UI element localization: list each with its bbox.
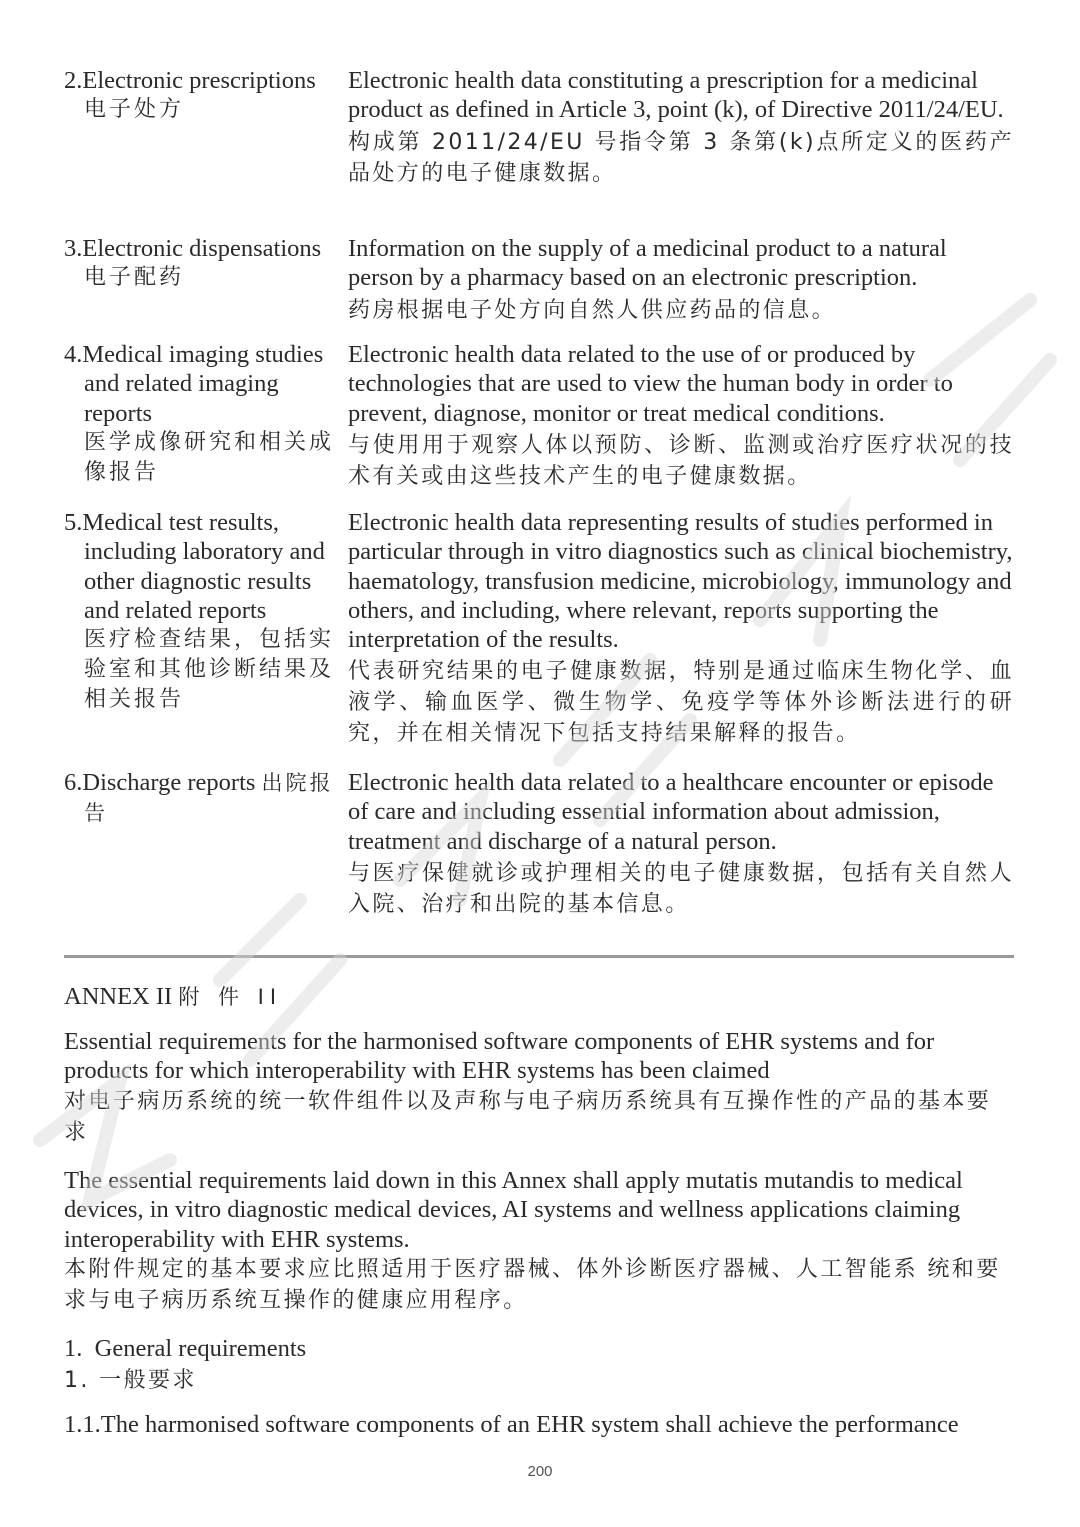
term-cell bbox=[64, 768, 340, 829]
annex-title-english: Essential requirements for the harmonised software components of EHR systems and for products for which interoperability with EHR systems has been claimed bbox=[64, 1028, 935, 1085]
annex-title-chinese: 对电子病历系统的统一软件组件以及声称与电子病历系统具有互操作性的产品的基本要求 bbox=[64, 1088, 992, 1145]
definition-english: Electronic health data related to a healthcare encounter or episode of care and including essential information about admission, treatment and discharge of a natural person. bbox=[348, 769, 994, 855]
definition-cell bbox=[348, 508, 1014, 749]
definition-chinese: 与使用用于观察人体以预防、诊断、监测或治疗医疗状况的技术有关或由这些技术产生的电子健康数据。 bbox=[348, 432, 1014, 489]
page-number: 200 bbox=[527, 1463, 553, 1480]
annex-title bbox=[64, 1027, 1014, 1148]
term-cell bbox=[64, 234, 340, 293]
term-cell bbox=[64, 66, 340, 125]
definition-english: Information on the supply of a medicinal product to a natural person by a pharmacy based on an electronic prescription. bbox=[348, 235, 947, 292]
definition-cell bbox=[348, 66, 1014, 189]
term-chinese: 医疗检查结果，包括实验室和其他诊断结果及相关报告 bbox=[84, 627, 335, 713]
term-chinese: 电子处方 bbox=[84, 97, 185, 123]
clause-1-1-text: 1.1.The harmonised software components of an EHR system shall achieve the performance bbox=[64, 1411, 959, 1438]
term-english: 5.Medical test results, including laboratory and other diagnostic results and related reports bbox=[64, 509, 325, 624]
term-cell bbox=[64, 340, 340, 488]
section-divider bbox=[64, 955, 1014, 958]
definition-cell bbox=[348, 340, 1014, 492]
annex-intro bbox=[64, 1166, 1014, 1316]
definition-chinese: 代表研究结果的电子健康数据，特别是通过临床生物化学、血液学、输血医学、微生物学、免疫学等体外诊断法进行的研究，并在相关情况下包括支持结果解释的报告。 bbox=[348, 659, 1014, 747]
definition-english: Electronic health data constituting a prescription for a medicinal product as defined in Article 3, point (k), of Directive 2011/24/EU. bbox=[348, 67, 1004, 124]
section-heading-chinese: 1. 一般要求 bbox=[64, 1368, 197, 1394]
term-english: 3.Electronic dispensations bbox=[64, 235, 322, 262]
section-heading-english: 1. General requirements bbox=[64, 1335, 307, 1362]
annex-intro-chinese: 本附件规定的基本要求应比照适用于医疗器械、体外诊断医疗器械、人工智能系 统和要求与电子病历系统互操作的健康应用程序。 bbox=[64, 1256, 1001, 1313]
annex-heading-english: ANNEX II bbox=[64, 983, 173, 1010]
definition-english: Electronic health data related to the use of or produced by technologies that are used to view the human body in order to prevent, diagnose, monitor or treat medical conditions. bbox=[348, 341, 953, 427]
definition-english: Electronic health data representing results of studies performed in particular through in vitro diagnostics such as clinical biochemistry, haematology, transfusion medicine, microbiology, immunology and others, and including, where relevant, reports supporting the interpretation of the results. bbox=[348, 509, 1013, 654]
annex-intro-english: The essential requirements laid down in this Annex shall apply mutatis mutandis to medical devices, in vitro diagnostic medical devices, AI systems and wellness applications claiming interoperability with EHR systems. bbox=[64, 1167, 963, 1253]
definition-cell bbox=[348, 768, 1014, 920]
term-chinese: 电子配药 bbox=[84, 265, 185, 291]
definition-chinese: 与医疗保健就诊或护理相关的电子健康数据，包括有关自然人入院、治疗和出院的基本信息。 bbox=[348, 860, 1014, 917]
term-cell bbox=[64, 508, 340, 715]
term-english: 6.Discharge reports 出院报告 bbox=[64, 769, 334, 826]
annex-heading bbox=[64, 982, 1014, 1012]
clause-1-1 bbox=[64, 1410, 1014, 1439]
section-heading bbox=[64, 1334, 1014, 1396]
definition-chinese: 药房根据电子处方向自然人供应药品的信息。 bbox=[348, 297, 837, 323]
definition-cell bbox=[348, 234, 1014, 326]
term-chinese: 医学成像研究和相关成像报告 bbox=[84, 429, 335, 485]
definition-chinese: 构成第 2011/24/EU 号指令第 3 条第(k)点所定义的医药产品处方的电子健康数据。 bbox=[348, 129, 1014, 186]
term-chinese: 出院报告 bbox=[84, 771, 334, 826]
term-english: 2.Electronic prescriptions bbox=[64, 67, 316, 94]
term-english: 4.Medical imaging studies and related imaging reports bbox=[64, 341, 324, 427]
annex-heading-chinese: 附 件 II bbox=[178, 985, 283, 1009]
